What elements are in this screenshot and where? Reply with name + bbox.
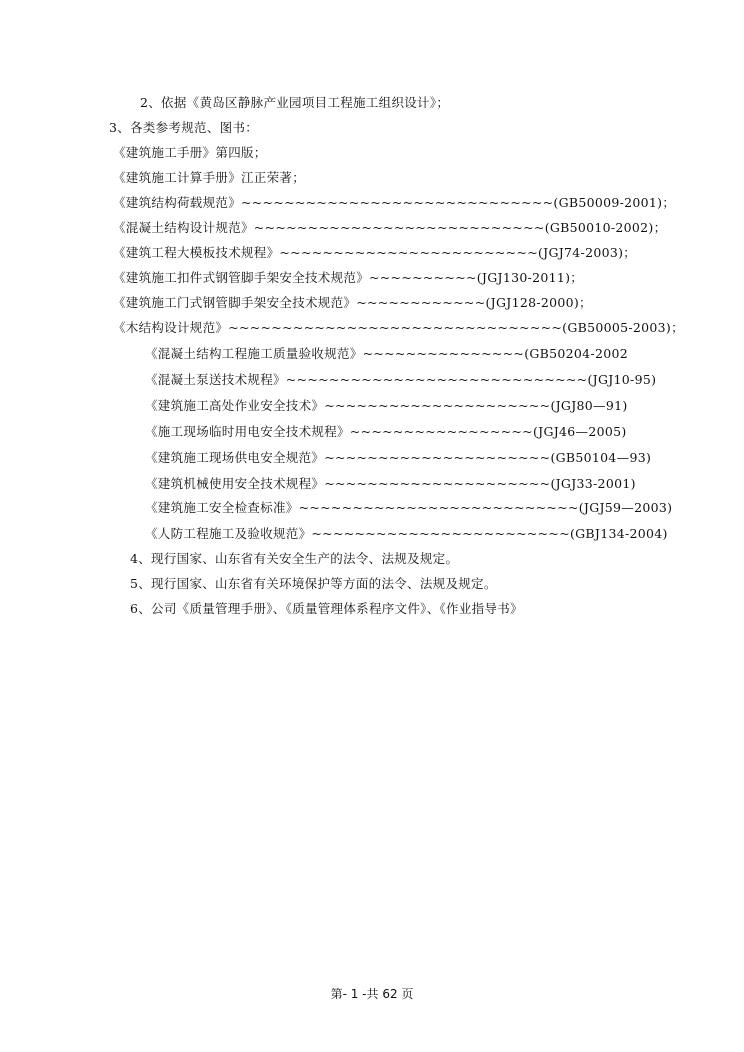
reference-item: 《建筑施工安全检查标准》~~~~~~~~~~~~~~~~~~~~~~~~~~(JGJ59—2003) (145, 500, 673, 515)
section-heading-references: 3、各类参考规范、图书： (109, 120, 259, 135)
basis-item-4: 4、现行国家、山东省有关安全生产的法令、法规及规定。 (130, 551, 459, 566)
reference-item: 《混凝土结构设计规范》~~~~~~~~~~~~~~~~~~~~~~~~~~~(GB50010-2002)； (113, 220, 667, 235)
basis-item-2: 2、依据《黄岛区静脉产业园项目工程施工组织设计》； (140, 95, 450, 110)
reference-item: 《建筑施工门式钢管脚手架安全技术规范》~~~~~~~~~~~~(JGJ128-2000)； (113, 295, 592, 310)
reference-item: 《混凝土泵送技术规程》~~~~~~~~~~~~~~~~~~~~~~~~~~~~(JGJ10-95) (145, 372, 657, 387)
reference-item: 《建筑施工手册》第四版； (113, 145, 267, 160)
reference-item: 《木结构设计规范》~~~~~~~~~~~~~~~~~~~~~~~~~~~~~~~(GB50005-2003)； (113, 320, 684, 335)
reference-item: 《建筑工程大模板技术规程》~~~~~~~~~~~~~~~~~~~~~~~~(JGJ74-2003)； (113, 245, 637, 260)
reference-item: 《建筑机械使用安全技术规程》~~~~~~~~~~~~~~~~~~~~~(JGJ33-2001) (145, 476, 636, 491)
reference-item: 《建筑施工扣件式钢管脚手架安全技术规范》~~~~~~~~~~(JGJ130-2011)； (113, 270, 584, 285)
basis-item-5: 5、现行国家、山东省有关环境保护等方面的法令、法规及规定。 (130, 576, 497, 591)
reference-item: 《人防工程施工及验收规范》~~~~~~~~~~~~~~~~~~~~~~~~(GBJ134-2004) (145, 526, 668, 541)
reference-item: 《建筑施工高处作业安全技术》~~~~~~~~~~~~~~~~~~~~~(JGJ80—91) (145, 398, 628, 413)
page-number-footer: 第- 1 -共 62 页 (330, 987, 414, 1001)
reference-item: 《混凝土结构工程施工质量验收规范》~~~~~~~~~~~~~~~(GB50204-2002 (145, 346, 628, 361)
reference-item: 《建筑结构荷载规范》~~~~~~~~~~~~~~~~~~~~~~~~~~~~~(GB50009-2001)； (113, 195, 676, 210)
reference-item: 《建筑施工计算手册》江正荣著； (113, 170, 306, 185)
basis-item-6: 6、公司《质量管理手册》、《质量管理体系程序文件》、《作业指导书》 (130, 601, 523, 616)
reference-item: 《建筑施工现场供电安全规范》~~~~~~~~~~~~~~~~~~~~~(GB50104—93) (145, 450, 652, 465)
reference-item: 《施工现场临时用电安全技术规程》~~~~~~~~~~~~~~~~~(JGJ46—2005) (145, 424, 627, 439)
